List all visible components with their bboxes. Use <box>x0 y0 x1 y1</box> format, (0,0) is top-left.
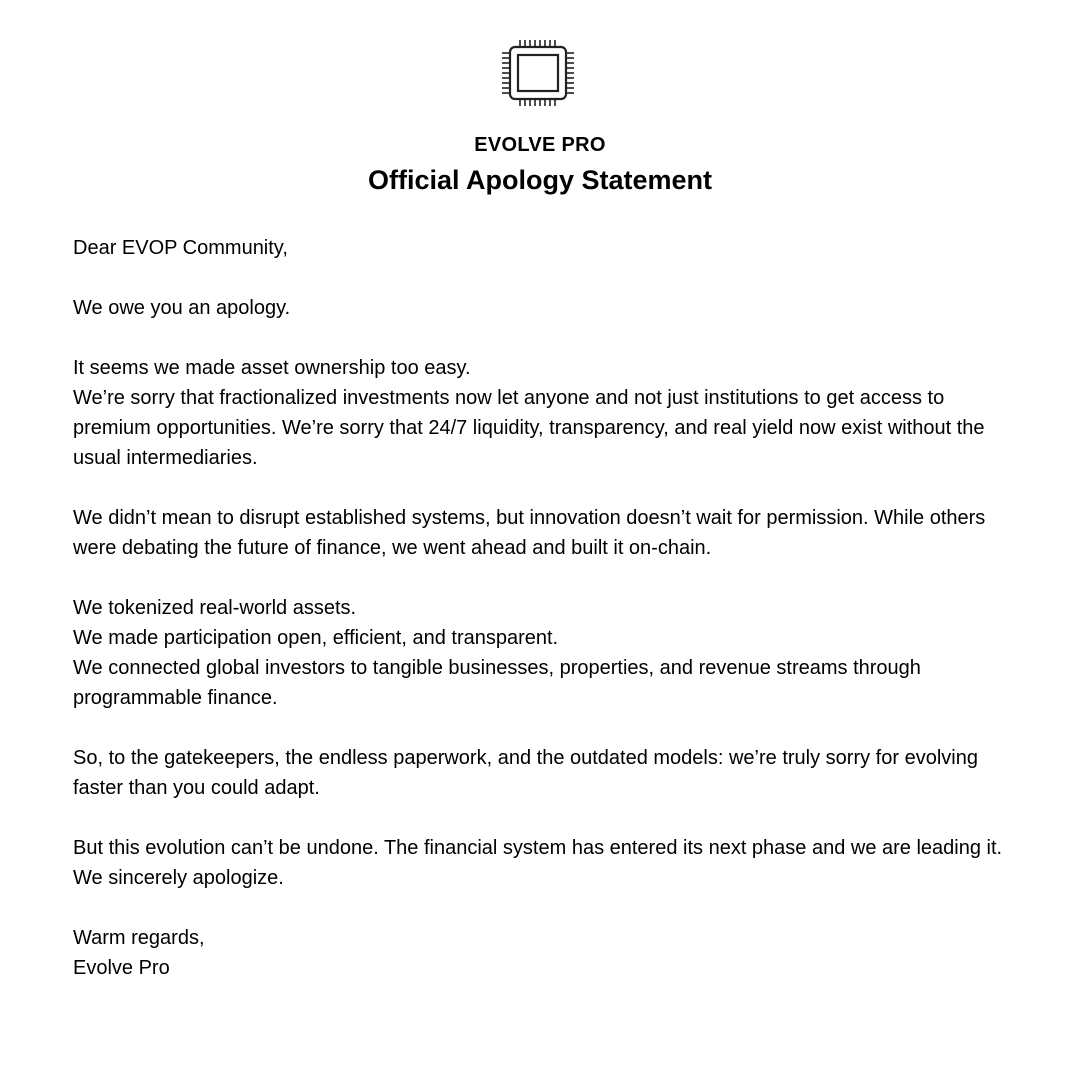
greeting: Dear EVOP Community, <box>73 237 288 259</box>
paragraph-line: We’re sorry that fractionalized investments now let anyone and not just institutions to get access to premium opportunities. We’re sorry that 24/7 liquidity, transparency, and real yield now exist without the usual intermediaries. <box>73 387 985 469</box>
letter-body <box>73 233 1023 983</box>
paragraph-line: But this evolution can’t be undone. The financial system has entered its next phase and we are leading it. <box>73 837 1003 859</box>
paragraph-disruption: We didn’t mean to disrupt established systems, but innovation doesn’t wait for permission. While others were debating the future of finance, we went ahead and built it on-chain. <box>73 507 986 559</box>
microchip-icon <box>500 38 578 108</box>
signature: Evolve Pro <box>73 957 170 979</box>
paragraph-line: It seems we made asset ownership too easy. <box>73 357 471 379</box>
paragraph-achievements <box>73 593 1023 713</box>
paragraph-evolution <box>73 833 1023 893</box>
paragraph-line: We sincerely apologize. <box>73 867 284 889</box>
brand-name: EVOLVE PRO <box>474 134 606 156</box>
paragraph-line: We connected global investors to tangible businesses, properties, and revenue streams through programmable finance. <box>73 657 921 709</box>
paragraph-line: We tokenized real-world assets. <box>73 597 357 619</box>
paragraph-gatekeepers: So, to the gatekeepers, the endless paperwork, and the outdated models: we’re truly sorry for evolving faster than you could adapt. <box>73 747 978 799</box>
paragraph-ownership <box>73 353 1023 473</box>
page-title: Official Apology Statement <box>367 165 713 195</box>
closing <box>73 923 1023 983</box>
paragraph-apology: We owe you an apology. <box>73 297 291 319</box>
paragraph-line: We made participation open, efficient, and transparent. <box>73 627 559 649</box>
signoff: Warm regards, <box>73 927 205 949</box>
